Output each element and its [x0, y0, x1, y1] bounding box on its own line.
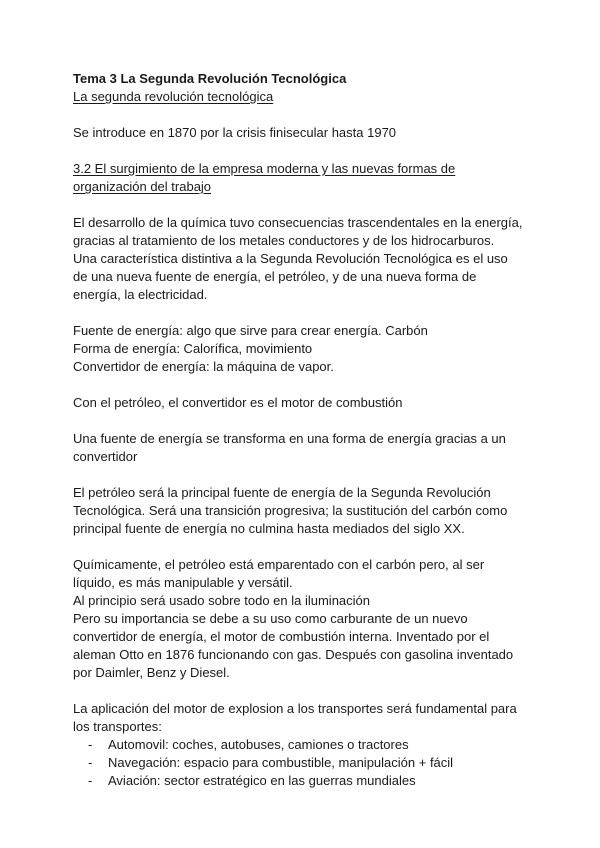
text-line: Una característica distintiva a la Segunda Revolución Tecnológica es el uso — [73, 251, 508, 266]
spacer — [73, 682, 543, 700]
definition-line: Fuente de energía: algo que sirve para crear energía. Carbón — [73, 323, 428, 338]
paragraph-transportes — [73, 700, 543, 736]
spacer — [73, 466, 543, 484]
list-item — [88, 736, 543, 754]
intro-paragraph: Se introduce en 1870 por la crisis finisecular hasta 1970 — [73, 125, 397, 140]
spacer — [73, 196, 543, 214]
section-heading-line — [73, 178, 543, 196]
list-item-text: Automovil: coches, autobuses, camiones o tractores — [108, 737, 409, 752]
text-line: El petróleo será la principal fuente de energía de la Segunda Revolución — [73, 485, 491, 500]
text-line: Tecnológica. Será una transición progresiva; la sustitución del carbón como — [73, 503, 508, 518]
definition-line: Forma de energía: Calorífica, movimiento — [73, 341, 313, 356]
paragraph-quimica — [73, 214, 543, 304]
text-line: Al principio será usado sobre todo en la iluminación — [73, 593, 371, 608]
bullet-dash: - — [88, 773, 93, 788]
text-line: energía, la electricidad. — [73, 287, 208, 302]
text-line: líquido, es más manipulable y versátil. — [73, 575, 293, 590]
text-line: Una fuente de energía se transforma en una forma de energía gracias a un — [73, 431, 506, 446]
text-line: convertidor — [73, 449, 138, 464]
spacer — [73, 304, 543, 322]
document-body — [73, 70, 543, 790]
text-line: convertidor de energía, el motor de combustión interna. Inventado por el — [73, 629, 490, 644]
paragraph-petroleo-principal — [73, 484, 543, 538]
text-line: principal fuente de energía no culmina hasta mediados del siglo XX. — [73, 521, 465, 536]
bullet-dash: - — [88, 755, 93, 770]
section-heading-text: 3.2 El surgimiento de la empresa moderna y las nuevas formas de — [73, 161, 456, 176]
list-item — [88, 772, 543, 790]
document-title: Tema 3 La Segunda Revolución Tecnológica — [73, 71, 347, 86]
spacer — [73, 142, 543, 160]
bullet-dash: - — [88, 737, 93, 752]
spacer — [73, 376, 543, 394]
subtitle-text: La segunda revolución tecnológica — [73, 89, 274, 104]
text-line: los transportes: — [73, 719, 162, 734]
transport-list — [73, 736, 543, 790]
paragraph-fuente-energia — [73, 430, 543, 466]
paragraph-petroleo-convertidor: Con el petróleo, el convertidor es el motor de combustión — [73, 395, 403, 410]
list-item-text: Aviación: sector estratégico en las guerras mundiales — [108, 773, 416, 788]
paragraph-quimicamente — [73, 556, 543, 682]
text-line: gracias al tratamiento de los metales conductores y de los hidrocarburos. — [73, 233, 495, 248]
text-line: El desarrollo de la química tuvo consecuencias trascendentales en la energía, — [73, 215, 523, 230]
text-line: aleman Otto en 1876 funcionando con gas. Después con gasolina inventado — [73, 647, 514, 662]
section-heading-line — [73, 160, 543, 178]
text-line: La aplicación del motor de explosion a los transportes será fundamental para — [73, 701, 517, 716]
list-item-text: Navegación: espacio para combustible, manipulación + fácil — [108, 755, 454, 770]
text-line: Químicamente, el petróleo está emparentado con el carbón pero, al ser — [73, 557, 485, 572]
spacer — [73, 538, 543, 556]
text-line: por Daimler, Benz y Diesel. — [73, 665, 230, 680]
document-subtitle — [73, 88, 543, 106]
definition-line: Convertidor de energía: la máquina de vapor. — [73, 359, 334, 374]
spacer — [73, 106, 543, 124]
section-heading-text: organización del trabajo — [73, 179, 212, 194]
text-line: de una nueva fuente de energía, el petróleo, y de una nueva forma de — [73, 269, 477, 284]
text-line: Pero su importancia se debe a su uso como carburante de un nuevo — [73, 611, 468, 626]
list-item — [88, 754, 543, 772]
definitions-block — [73, 322, 543, 376]
spacer — [73, 412, 543, 430]
